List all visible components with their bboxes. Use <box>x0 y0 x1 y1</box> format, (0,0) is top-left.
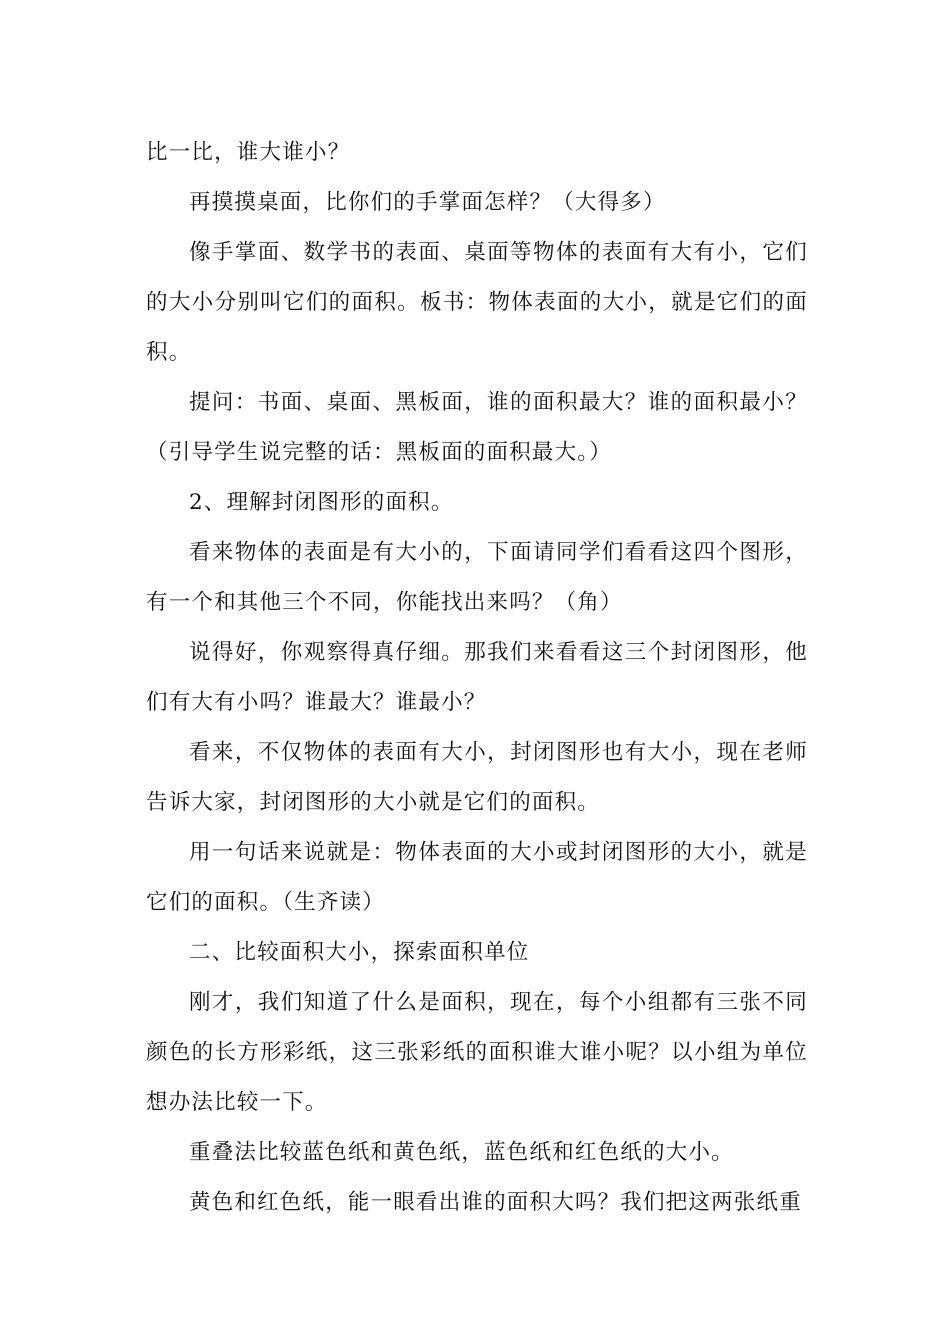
paragraph-touch-desk: 再摸摸桌面，比你们的手掌面怎样？（大得多） <box>189 190 666 215</box>
paragraph-four-shapes: 看来物体的表面是有大小的，下面请同学们看看这四个图形，有一个和其他三个不同，你能找出来吗？（角） <box>146 540 808 615</box>
paragraph-compare-prompt: 比一比，谁大谁小？ <box>146 140 351 165</box>
paragraph-overlap-method: 重叠法比较蓝色纸和黄色纸，蓝色纸和红色纸的大小。 <box>189 1140 734 1165</box>
paragraph-three-shapes: 说得好，你观察得真仔细。那我们来看看这三个封闭图形，他们有大有小吗？谁最大？谁最小？ <box>146 640 808 715</box>
section-heading-compare-units: 二、比较面积大小，探索面积单位 <box>189 940 530 965</box>
paragraph-yellow-red: 黄色和红色纸，能一眼看出谁的面积大吗？我们把这两张纸重 <box>189 1190 802 1215</box>
paragraph-area-definition: 像手掌面、数学书的表面、桌面等物体的表面有大有小，它们的大小分别叫它们的面积。板书：物体表面的大小，就是它们的面积。 <box>146 240 808 365</box>
section-heading-closed-shapes: 2、理解封闭图形的面积。 <box>189 490 454 515</box>
document-body <box>146 128 808 1228</box>
paragraph-question: 提问：书面、桌面、黑板面，谁的面积最大？谁的面积最小？（引导学生说完整的话：黑板面的面积最大。） <box>146 390 808 465</box>
paragraph-color-paper: 刚才，我们知道了什么是面积，现在，每个小组都有三张不同颜色的长方形彩纸，这三张彩纸的面积谁大谁小呢？以小组为单位想办法比较一下。 <box>146 990 808 1115</box>
paragraph-summary: 用一句话来说就是：物体表面的大小或封闭图形的大小，就是它们的面积。（生齐读） <box>146 840 808 915</box>
paragraph-shape-area: 看来，不仅物体的表面有大小，封闭图形也有大小，现在老师告诉大家，封闭图形的大小就是它们的面积。 <box>146 740 808 815</box>
